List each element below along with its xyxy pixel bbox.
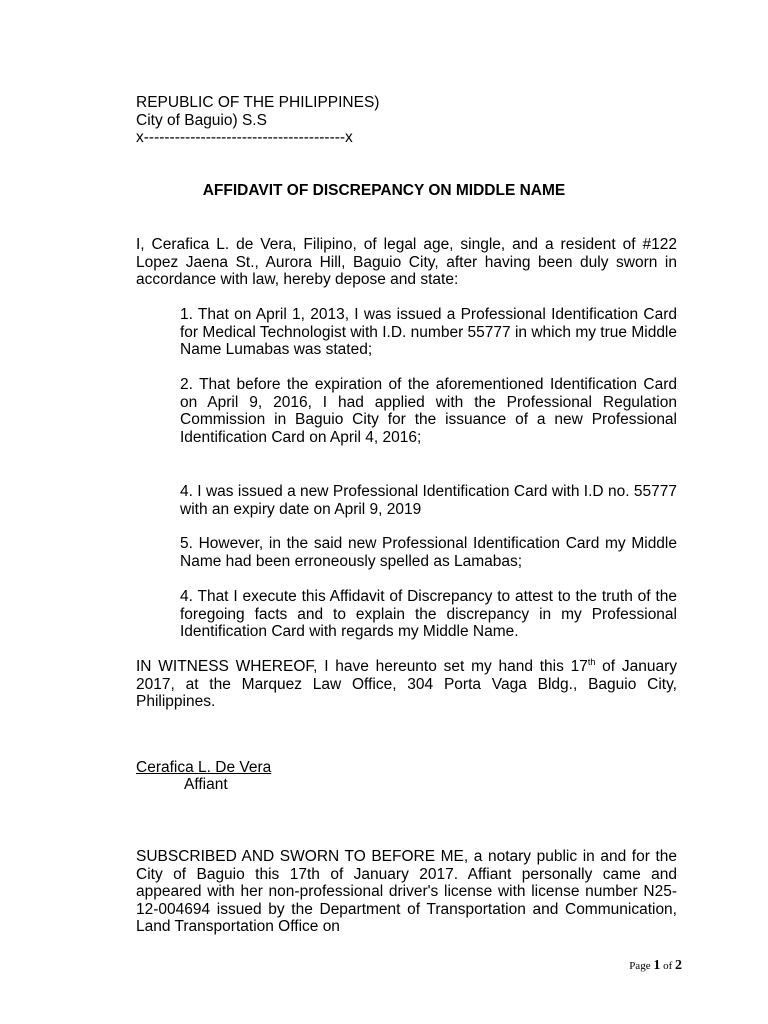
header-city: City of Baguio) S.S bbox=[136, 112, 267, 129]
statement-item: 1. That on April 1, 2013, I was issued a Professional Identification Card for Medical Technologist with I.D. number 55777 in which my true Middle Name Lumabas was stated; bbox=[180, 306, 677, 358]
statement-item: 4. That I execute this Affidavit of Discrepancy to attest to the truth of the foregoing facts and to explain the discrepancy in my Professional Identification Card with regards my Middle Name. bbox=[180, 588, 677, 640]
header-divider: x---------------------------------------x bbox=[136, 129, 353, 146]
header-republic: REPUBLIC OF THE PHILIPPINES) bbox=[136, 94, 380, 111]
jurat-paragraph: SUBSCRIBED AND SWORN TO BEFORE ME, a notary public in and for the City of Baguio this 17th of January 2017. Affiant personally came and appeared with her non-professional driver's license with license number N25-12-004694 issued by the Department of Transportation and Communication, Land Transportation Office on bbox=[136, 848, 677, 935]
statement-item: 4. I was issued a new Professional Identification Card with I.D no. 55777 with an expiry date on April 9, 2019 bbox=[180, 483, 677, 518]
footer-page-word: Page bbox=[629, 960, 651, 972]
witness-text-end: of January 2017, at the Marquez Law Office, 304 Porta Vaga Bldg., Baguio City, Philippines. bbox=[136, 658, 677, 710]
statement-item: 2. That before the expiration of the aforementioned Identification Card on April 9, 2016, I had applied with the Professional Regulation Commission in Baguio City for the issuance of a new Professional Identification Card on April 4, 2016; bbox=[180, 376, 677, 446]
intro-paragraph: I, Cerafica L. de Vera, Filipino, of legal age, single, and a resident of #122 Lopez Jaena St., Aurora Hill, Baguio City, after having been duly sworn in accordance with law, hereby depose and state: bbox=[136, 236, 677, 288]
document-title: AFFIDAVIT OF DISCREPANCY ON MIDDLE NAME bbox=[202, 182, 566, 199]
affiant-label: Affiant bbox=[184, 776, 228, 793]
footer-page-total: 2 bbox=[675, 958, 682, 973]
witness-paragraph bbox=[136, 658, 677, 711]
footer-of-word: of bbox=[663, 960, 673, 972]
witness-text-start: IN WITNESS WHEREOF, I have hereunto set my hand this 17 bbox=[136, 658, 588, 675]
witness-ordinal-suffix: th bbox=[587, 656, 596, 667]
statement-item: 5. However, in the said new Professional Identification Card my Middle Name had been erroneously spelled as Lamabas; bbox=[180, 535, 677, 570]
footer-page-number: 1 bbox=[653, 958, 661, 973]
page-footer bbox=[629, 957, 682, 976]
affiant-signature-name: Cerafica L. De Vera bbox=[136, 759, 272, 776]
